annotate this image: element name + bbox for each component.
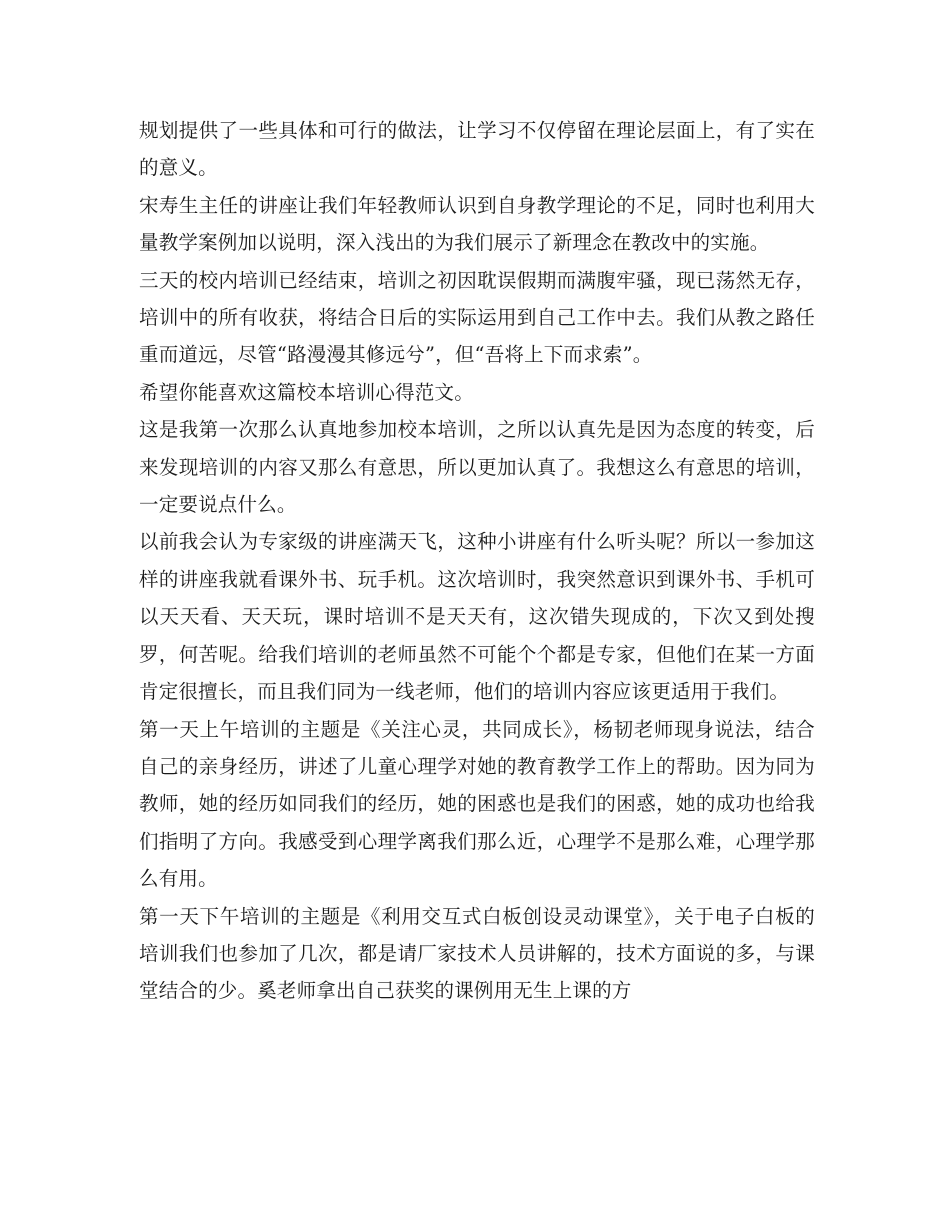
document-body xyxy=(139,112,815,1010)
paragraph-1: 规划提供了一些具体和可行的做法，让学习不仅停留在理论层面上，有了实在的意义。 xyxy=(139,119,815,180)
paragraph-3: 三天的校内培训已经结束，培训之初因耽误假期而满腹牢骚，现已荡然无存，培训中的所有收获，将结合日后的实际运用到自己工作中去。我们从教之路任重而道远，尽管“路漫漫其修远兮”，但“吾将上下而求索”。 xyxy=(139,268,815,367)
paragraph-8: 第一天下午培训的主题是《利用交互式白板创设灵动课堂》，关于电子白板的培训我们也参加了几次，都是请厂家技术人员讲解的，技术方面说的多，与课堂结合的少。奚老师拿出自己获奖的课例用无生上课的方 xyxy=(139,904,815,1003)
paragraph-2: 宋寿生主任的讲座让我们年轻教师认识到自身教学理论的不足，同时也利用大量教学案例加以说明，深入浅出的为我们展示了新理念在教改中的实施。 xyxy=(139,193,815,255)
paragraph-5: 这是我第一次那么认真地参加校本培训，之所以认真先是因为态度的转变，后来发现培训的内容又那么有意思，所以更加认真了。我想这么有意思的培训，一定要说点什么。 xyxy=(139,418,815,517)
paragraph-6: 以前我会认为专家级的讲座满天飞，这种小讲座有什么听头呢？所以一参加这样的讲座我就看课外书、玩手机。这次培训时，我突然意识到课外书、手机可以天天看、天天玩，课时培训不是天天有，这次错失现成的，下次又到处搜罗，何苦呢。给我们培训的老师虽然不可能个个都是专家，但他们在某一方面肯定很擅长，而且我们同为一线老师，他们的培训内容应该更适用于我们。 xyxy=(139,530,815,704)
paragraph-4: 希望你能喜欢这篇校本培训心得范文。 xyxy=(139,380,474,404)
paragraph-7: 第一天上午培训的主题是《关注心灵，共同成长》，杨韧老师现身说法，结合自己的亲身经历，讲述了儿童心理学对她的教育教学工作上的帮助。因为同为教师，她的经历如同我们的经历，她的困惑也是我们的困惑，她的成功也给我们指明了方向。我感受到心理学离我们那么近，心理学不是那么难，心理学那么有用。 xyxy=(139,717,815,891)
